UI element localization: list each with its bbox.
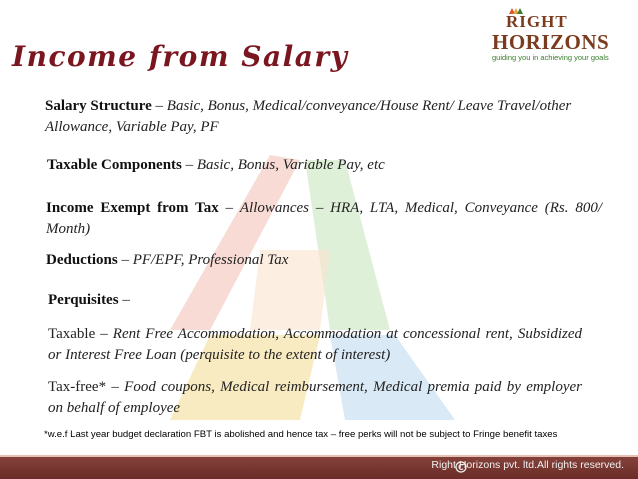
page-title: Income from Salary	[12, 40, 349, 73]
perquisites-heading	[48, 290, 598, 311]
taxable-components-item	[47, 155, 597, 176]
logo-word-right: RIGHT	[506, 12, 568, 31]
footnote: *w.e.f Last year budget declaration FBT is abolished and hence tax – free perks will not be subject to Fringe benefit taxes	[44, 429, 558, 440]
footer-rule	[0, 455, 638, 457]
deductions-text: PF/EPF, Professional Tax	[132, 252, 289, 268]
salary-structure-text: Basic, Bonus, Medical/conveyance/House Rent/ Leave Travel/other Allowance, Variable Pay, PF	[45, 98, 572, 135]
taxable-components-text: Basic, Bonus, Variable Pay, etc	[196, 157, 385, 173]
taxable-components-sep: –	[185, 157, 194, 173]
right-horizons-logo	[486, 6, 636, 68]
taxable-components-label: Taxable Components	[47, 157, 182, 173]
income-exempt-label: Income Exempt from Tax	[46, 200, 219, 216]
footer-copyright: Right Horizons pvt. ltd.All rights reserved.	[431, 459, 624, 471]
taxable-perquisites-item	[48, 324, 582, 366]
salary-structure-sep: –	[155, 98, 164, 114]
income-exempt-text: Allowances – HRA, LTA, Medical, Conveyance (Rs. 800/ Month)	[46, 200, 602, 237]
logo-tagline: guiding you in achieving your goals	[492, 53, 609, 62]
tax-free-label: Tax-free*	[48, 379, 107, 395]
perquisites-sep: –	[122, 292, 130, 308]
taxable-text: Rent Free Accommodation, Accommodation at concessional rent, Subsidized or Interest Free Loan (perquisite to the extent of interest)	[48, 326, 582, 363]
perquisites-label: Perquisites	[48, 292, 119, 308]
logo-word-horizons: HORIZONS	[492, 30, 610, 54]
tax-free-perquisites-item	[48, 377, 582, 419]
tax-free-sep: –	[111, 379, 119, 395]
deductions-item	[46, 250, 596, 271]
taxable-sep: –	[100, 326, 108, 342]
salary-structure-item	[45, 96, 595, 138]
tax-free-text: Food coupons, Medical reimbursement, Medical premia paid by employer on behalf of employee	[48, 379, 582, 416]
income-exempt-sep: –	[225, 200, 234, 216]
income-exempt-item	[46, 198, 602, 240]
taxable-label: Taxable	[48, 326, 96, 342]
salary-structure-label: Salary Structure	[45, 98, 152, 114]
deductions-label: Deductions	[46, 252, 118, 268]
deductions-sep: –	[121, 252, 129, 268]
